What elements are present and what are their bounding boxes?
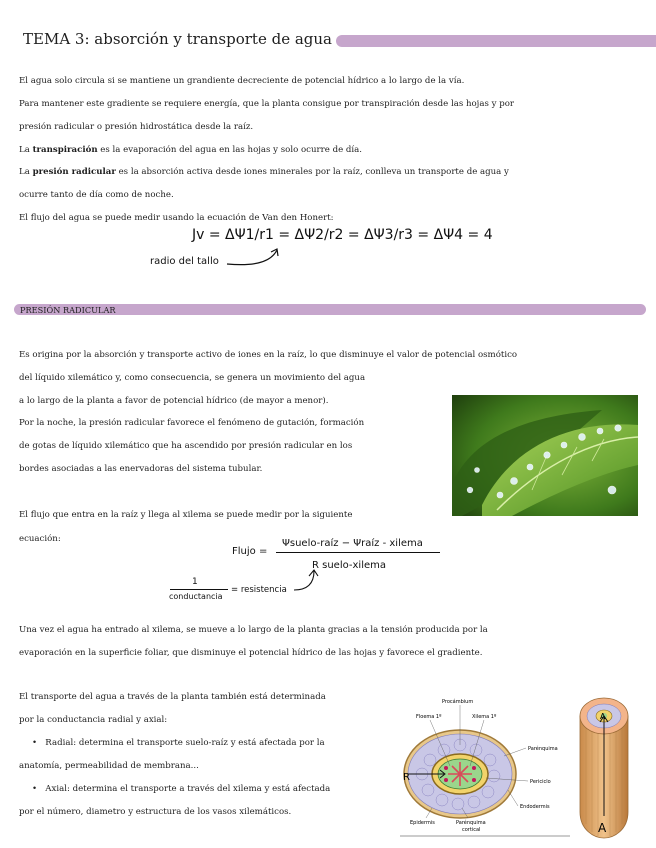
diagram-label-parenquima: Parénquima [528,746,558,752]
transport-line-1: El transporte del agua a través de la planta también está determinada [19,692,326,702]
resistance-annotation: = resistencia [231,585,287,595]
radicular-line-7: El flujo que entra en la raíz y llega al xilema se puede medir por la siguiente [19,510,353,520]
transport-line-2: por la conductancia radial y axial: [19,715,168,725]
diagram-label-epidermis: Epidermis [410,820,435,826]
cylinder-label-a-bottom: A [598,821,607,835]
flow-equation-denominator: R suelo-xilema [312,560,387,571]
fraction-line [276,552,440,553]
conductance-fraction-line [170,589,228,590]
radicular-line-4: Por la noche, la presión radicular favorece el fenómeno de gutación, formación [19,418,365,428]
root-cylinder-diagram [576,694,632,840]
root-pressure-definition-cont: ocurre tanto de día como de noche. [19,190,174,200]
diagram-label-xilema: Xilema 1º [472,714,497,720]
transpiration-term: transpiración [32,145,98,155]
bullet-marker: • [32,738,38,748]
radicular-line-5: de gotas de líquido xilemático que ha ascendido por presión radicular en los [19,441,353,451]
radicular-line-3: a lo largo de la planta a favor de potencial hídrico (de mayor a menor). [19,396,329,406]
cylinder-label-a-top: A [600,712,606,721]
conductance-numerator: 1 [192,577,198,587]
resistance-arrow [292,568,322,594]
diagram-label-cortical: cortical [462,827,481,833]
flow-equation-numerator: Ψsuelo-raíz − Ψraíz - xilema [282,538,423,549]
radicular-line-2: del líquido xilemático y, como consecuencia, se genera un movimiento del agua [19,373,366,383]
page-title: TEMA 3: absorción y transporte de agua [23,30,332,48]
title-underline-bar [336,35,656,47]
conductance-denominator: conductancia [169,592,223,601]
intro-paragraph-3: presión radicular o presión hidrostática desde la raíz. [19,122,254,132]
transpiration-definition: La transpiración es la evaporación del agua en las hojas y solo ocurre de día. [19,145,362,155]
bullet-axial-cont: por el número, diametro y estructura de los vasos xilemáticos. [19,807,292,817]
bullet-axial: • Axial: determina el transporte a través del xilema y está afectada [32,784,331,794]
flow-equation-label: Flujo = [232,546,268,557]
radicular-line-6: bordes asociadas a las enervadoras del sistema tubular. [19,464,263,474]
diagram-label-endodermis: Endodermis [520,804,550,810]
bullet-radial: • Radial: determina el transporte suelo-raíz y está afectada por la [32,738,325,748]
diagram-label-floema: Floema 1º [416,714,442,720]
bullet-radial-cont: anatomía, permeabilidad de membrana... [19,761,199,771]
xylem-line-1: Una vez el agua ha entrado al xilema, se mueve a lo largo de la planta gracias a la tensión producida por la [19,625,488,635]
intro-paragraph-2: Para mantener este gradiente se requiere energía, que la planta consigue por transpiración desde las hojas y por [19,99,514,109]
radicular-line-8: ecuación: [19,534,61,544]
guttation-leaf-photo [452,395,638,516]
diagram-label-r: R [403,772,410,783]
diagram-label-parenquima-cortical: Parénquima [456,820,486,826]
diagram-label-procambium: Procámbium [442,699,474,705]
root-pressure-term: presión radicular [32,167,116,177]
root-cross-section-diagram [400,690,570,840]
bullet-marker: • [32,784,38,794]
intro-paragraph-1: El agua solo circula si se mantiene un grandiente decreciente de potencial hídrico a lo largo de la vía. [19,76,465,86]
section-title: PRESIÓN RADICULAR [20,305,116,315]
diagram-label-periciclo: Periciclo [530,779,551,785]
xylem-line-2: evaporación en la superficie foliar, que disminuye el potencial hídrico de las hojas y favorece el gradiente. [19,648,483,658]
root-pressure-definition: La presión radicular es la absorción activa desde iones minerales por la raíz, conlleva un transporte de agua y [19,167,509,177]
stem-radius-annotation: radio del tallo [150,256,219,267]
radicular-line-1: Es origina por la absorción y transporte activo de iones en la raíz, lo que disminuye el valor de potencial osmótico [19,350,518,360]
flow-equation-intro: El flujo del agua se puede medir usando la ecuación de Van den Honert: [19,213,334,223]
annotation-arrow [225,246,285,270]
van-den-honert-equation: Jv = ΔΨ1/r1 = ΔΨ2/r2 = ΔΨ3/r3 = ΔΨ4 = 4 [192,227,493,243]
